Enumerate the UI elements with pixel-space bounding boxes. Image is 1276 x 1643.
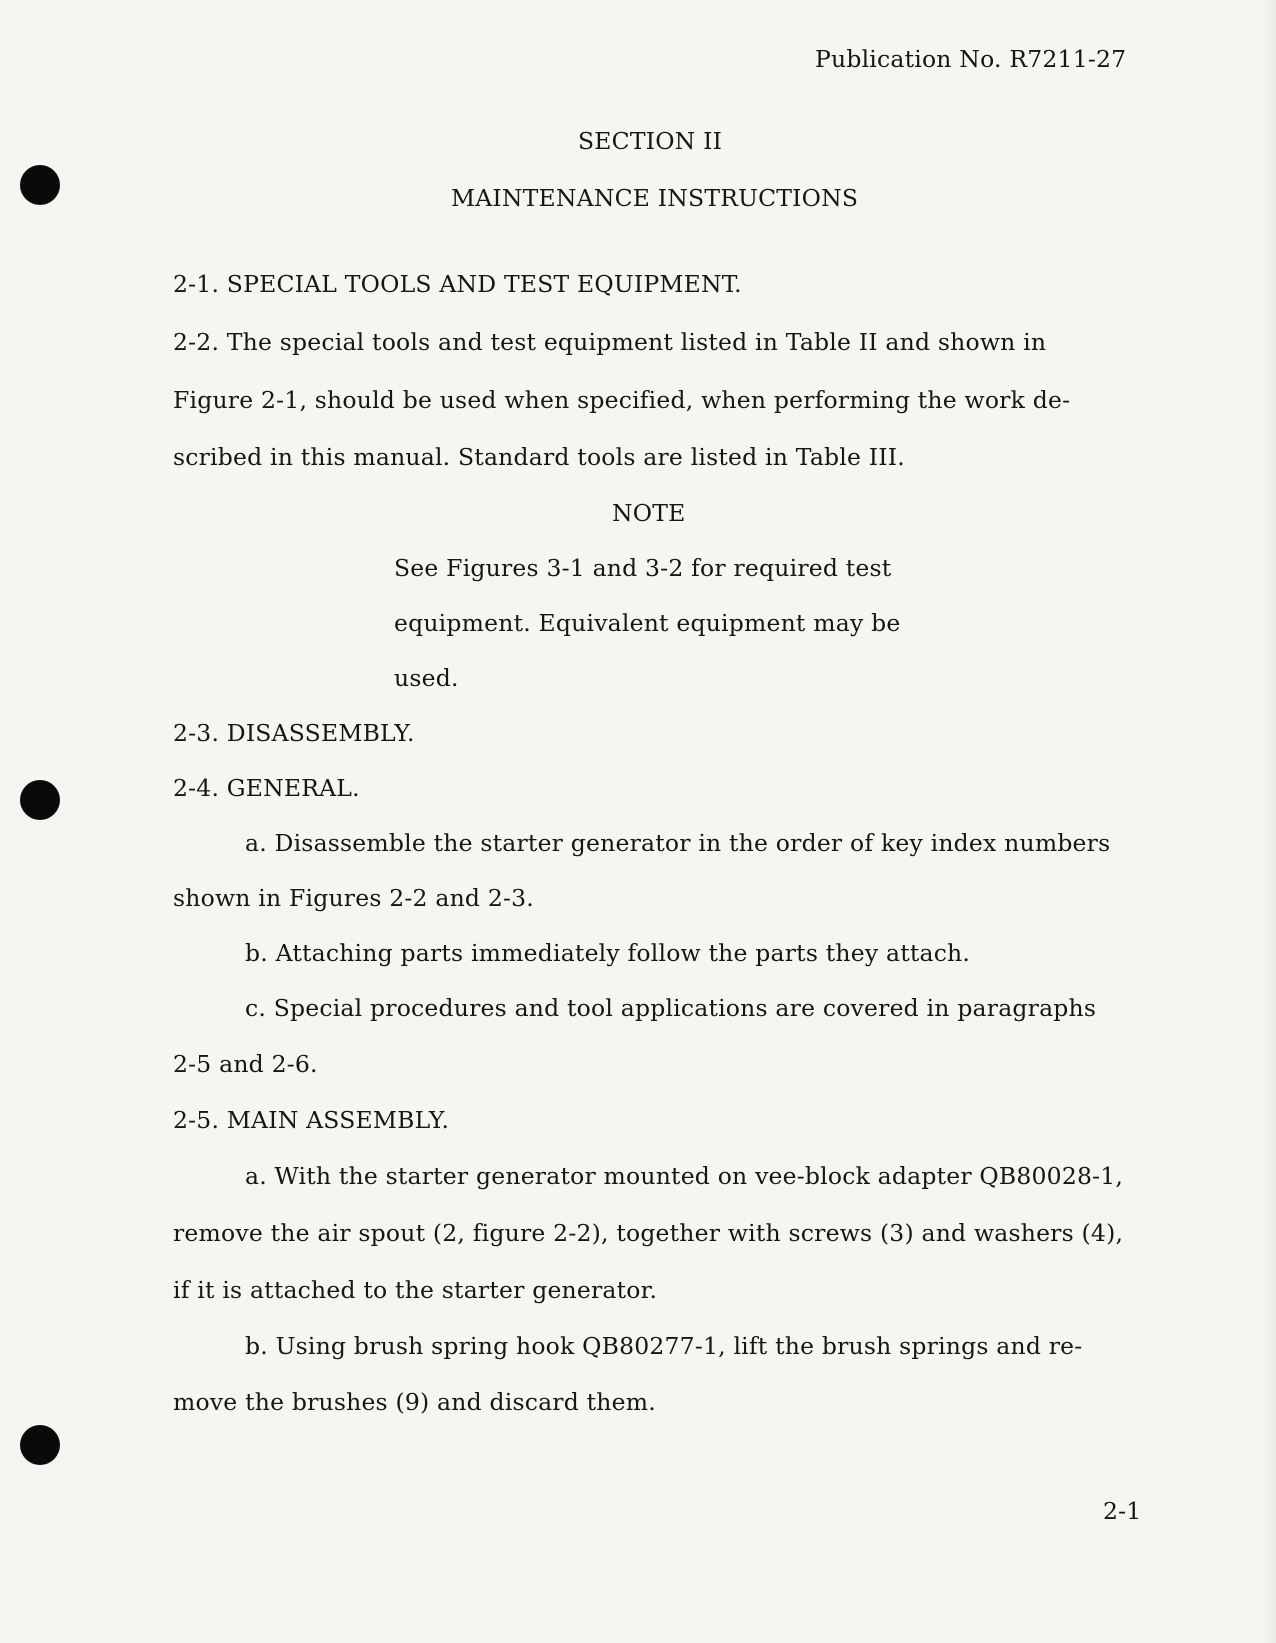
note-line: equipment. Equivalent equipment may be	[394, 609, 901, 637]
page-edge-shadow	[1262, 0, 1276, 1643]
binder-hole-bottom	[20, 1425, 60, 1465]
step-2-4-c-line: 2-5 and 2-6.	[173, 1050, 318, 1078]
note-heading: NOTE	[612, 499, 686, 527]
step-2-5-a-line: if it is attached to the starter generator.	[173, 1276, 658, 1304]
section-title: MAINTENANCE INSTRUCTIONS	[451, 184, 859, 212]
paragraph-2-2-line: 2-2. The special tools and test equipment listed in Table II and shown in	[173, 328, 1047, 356]
step-2-5-a-line: remove the air spout (2, figure 2-2), together with screws (3) and washers (4),	[173, 1219, 1124, 1247]
page-number: 2-1	[1103, 1497, 1142, 1525]
step-2-4-a-line: a. Disassemble the starter generator in the order of key index numbers	[245, 829, 1111, 857]
note-line: used.	[394, 664, 459, 692]
publication-number: Publication No. R7211-27	[815, 45, 1127, 73]
step-2-5-a-line: a. With the starter generator mounted on vee-block adapter QB80028-1,	[245, 1162, 1124, 1190]
paragraph-2-2-line: scribed in this manual. Standard tools are listed in Table III.	[173, 443, 905, 471]
paragraph-2-5-heading: 2-5. MAIN ASSEMBLY.	[173, 1106, 450, 1134]
binder-hole-middle	[20, 780, 60, 820]
paragraph-2-1-heading: 2-1. SPECIAL TOOLS AND TEST EQUIPMENT.	[173, 270, 742, 298]
section-number: SECTION II	[578, 127, 723, 155]
paragraph-2-4-heading: 2-4. GENERAL.	[173, 774, 360, 802]
step-2-5-b-line: b. Using brush spring hook QB80277-1, lift the brush springs and re-	[245, 1332, 1083, 1360]
note-line: See Figures 3-1 and 3-2 for required test	[394, 554, 892, 582]
step-2-4-a-line: shown in Figures 2-2 and 2-3.	[173, 884, 534, 912]
binder-hole-top	[20, 165, 60, 205]
step-2-4-c-line: c. Special procedures and tool applications are covered in paragraphs	[245, 994, 1097, 1022]
paragraph-2-2-line: Figure 2-1, should be used when specified, when performing the work de-	[173, 386, 1071, 414]
paragraph-2-3-heading: 2-3. DISASSEMBLY.	[173, 719, 415, 747]
step-2-5-b-line: move the brushes (9) and discard them.	[173, 1388, 656, 1416]
step-2-4-b: b. Attaching parts immediately follow the parts they attach.	[245, 939, 971, 967]
